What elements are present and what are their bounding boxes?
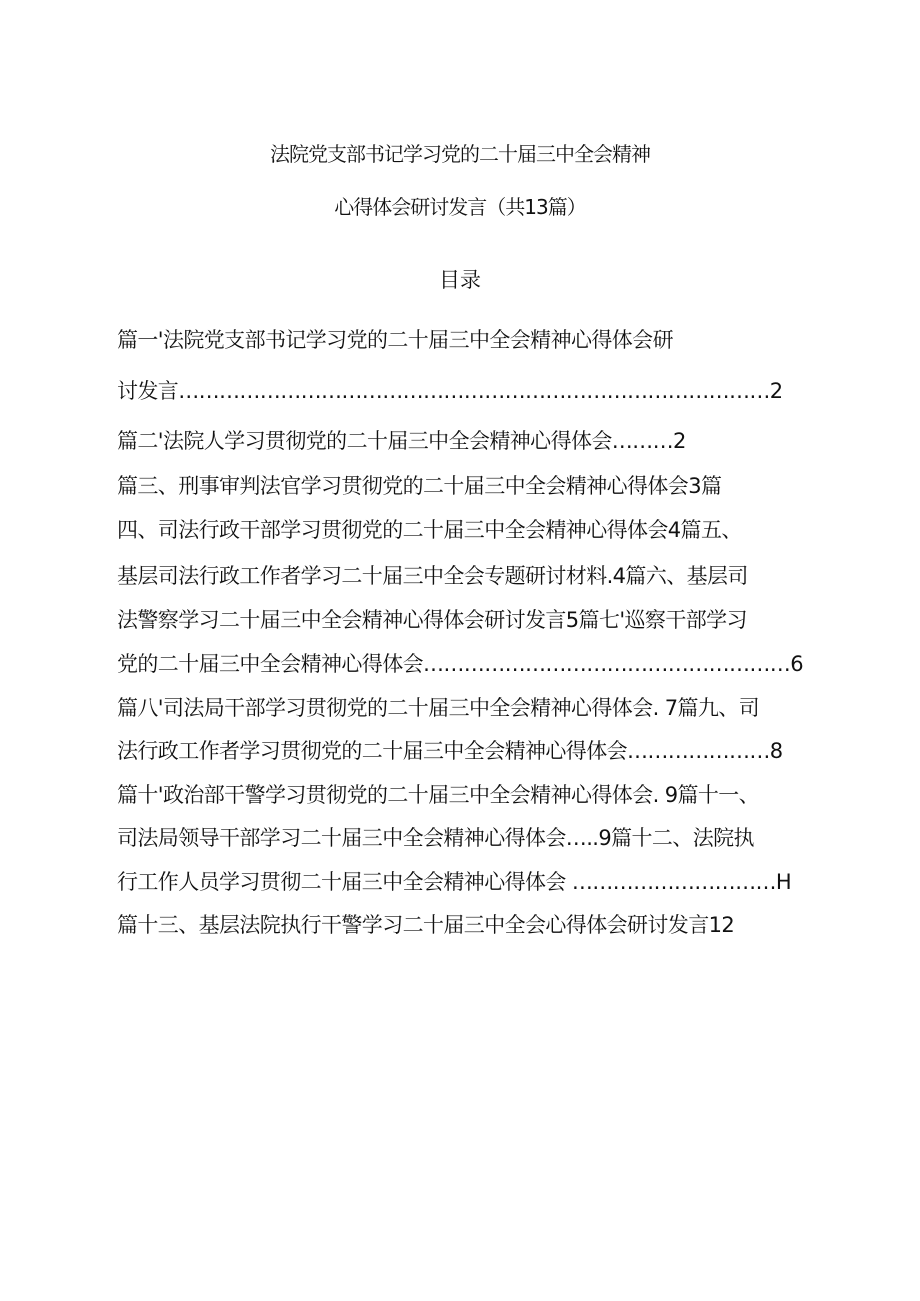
toc-line: 党的二十届三中全会精神心得体会………………………………………………6 [117, 652, 803, 676]
toc-heading: 目录 [439, 268, 481, 292]
toc-line: 篇十'政治部干警学习贯彻党的二十届三中全会精神心得体会. 9篇十一、 [117, 783, 760, 807]
toc-line: 篇一'法院党支部书记学习党的二十届三中全会精神心得体会研 [117, 328, 673, 352]
toc-line: 四、司法行政干部学习贯彻党的二十届三中全会精神心得体会4篇五、 [117, 518, 742, 542]
toc-line: 篇十三、基层法院执行干警学习二十届三中全会心得体会研讨发言12 [117, 913, 735, 937]
document-title [0, 128, 920, 234]
toc-line: 篇三、刑事审判法官学习贯彻党的二十届三中全会精神心得体会3篇 [117, 474, 722, 498]
title-line-1: 法院党支部书记学习党的二十届三中全会精神 [270, 142, 650, 166]
toc-line: 行工作人员学习贯彻二十届三中全会精神心得体会 …………………………H [117, 870, 792, 894]
toc-line: 讨发言……………………………………………………………………………2 [117, 379, 783, 403]
toc-line: 司法局领导干部学习二十届三中全会精神心得体会…..9篇十二、法院执 [117, 826, 754, 850]
toc-line: 篇八'司法局干部学习贯彻党的二十届三中全会精神心得体会. 7篇九、司 [117, 696, 760, 720]
toc-line: 法警察学习二十届三中全会精神心得体会研讨发言5篇七'巡察干部学习 [117, 608, 747, 632]
toc-line: 基层司法行政工作者学习二十届三中全会专题研讨材料.4篇六、基层司 [117, 564, 748, 588]
toc-line: 法行政工作者学习贯彻党的二十届三中全会精神心得体会…………………8 [117, 739, 783, 763]
toc-line: 篇二'法院人学习贯彻党的二十届三中全会精神心得体会………2 [117, 429, 686, 453]
title-line-2: 心得体会研讨发言（共13篇） [334, 195, 586, 219]
